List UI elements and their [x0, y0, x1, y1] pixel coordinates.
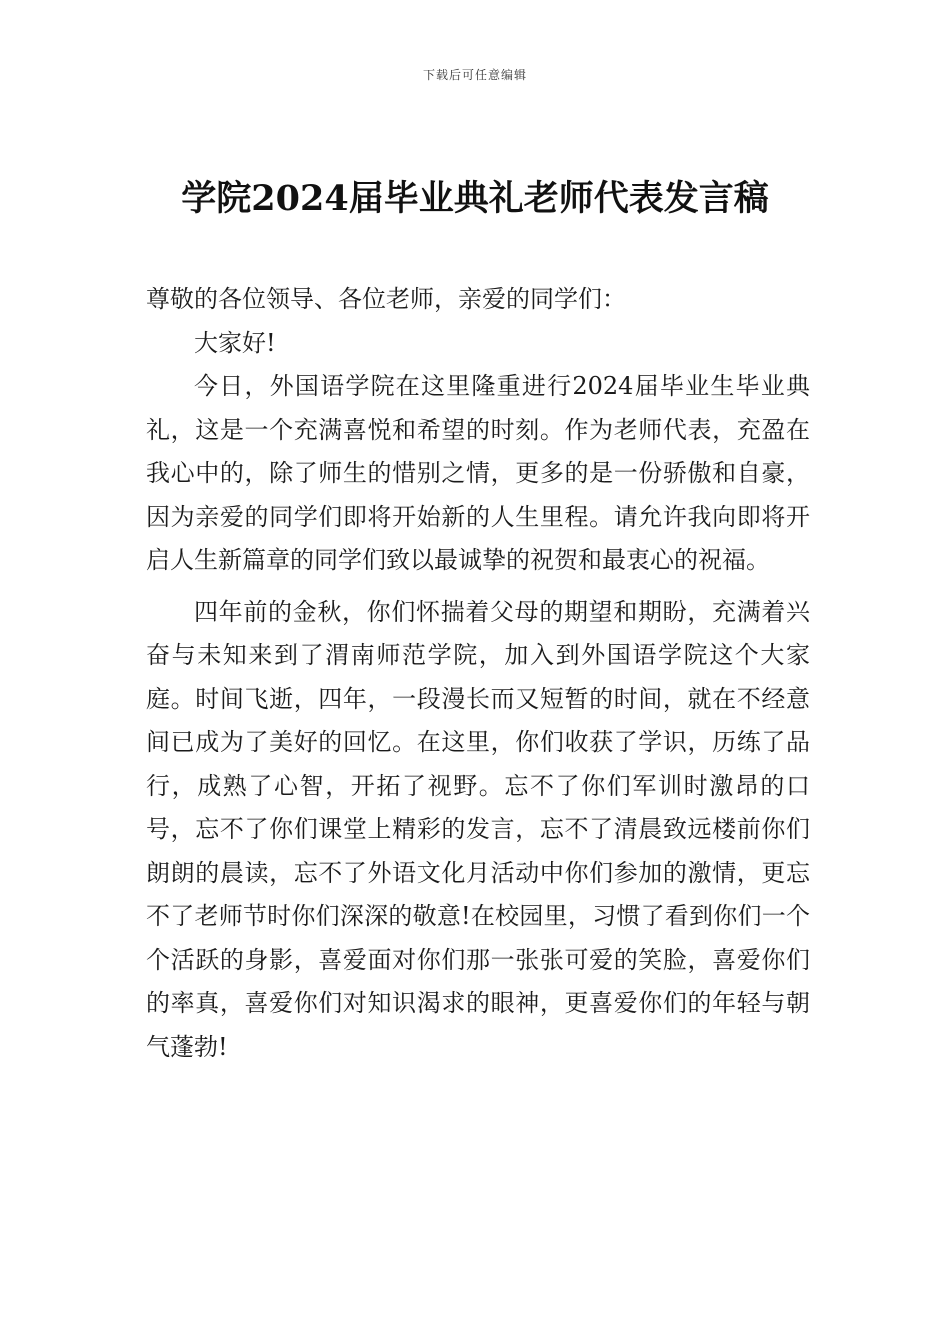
document-title: 学院2024届毕业典礼老师代表发言稿	[181, 178, 769, 219]
paragraph-intro: 今日，外国语学院在这里隆重进行2024届毕业生毕业典礼，这是一个充满喜悦和希望的时刻。作为老师代表，充盈在我心中的，除了师生的惜别之情，更多的是一份骄傲和自豪，因为亲爱的同学们即将开始新的人生里程。请允许我向即将开启人生新篇章的同学们致以最诚挚的祝贺和最衷心的祝福。	[146, 372, 810, 574]
paragraph-memories: 四年前的金秋，你们怀揣着父母的期望和期盼，充满着兴奋与未知来到了渭南师范学院，加入到外国语学院这个大家庭。时间飞逝，四年，一段漫长而又短暂的时间，就在不经意间已成为了美好的回忆。在这里，你们收获了学识，历练了品行，成熟了心智，开拓了视野。忘不了你们军训时激昂的口号，忘不了你们课堂上精彩的发言，忘不了清晨致远楼前你们朗朗的晨读，忘不了外语文化月活动中你们参加的激情，更忘不了老师节时你们深深的敬意!在校园里，习惯了看到你们一个个活跃的身影，喜爱面对你们那一张张可爱的笑脸，喜爱你们的率真，喜爱你们对知识渴求的眼神，更喜爱你们的年轻与朝气蓬勃!	[146, 597, 810, 1061]
header-note: 下载后可任意编辑	[422, 68, 527, 82]
paragraph-greeting: 大家好!	[194, 328, 276, 357]
document-body	[146, 278, 810, 1069]
salutation: 尊敬的各位领导、各位老师，亲爱的同学们：	[146, 285, 626, 313]
